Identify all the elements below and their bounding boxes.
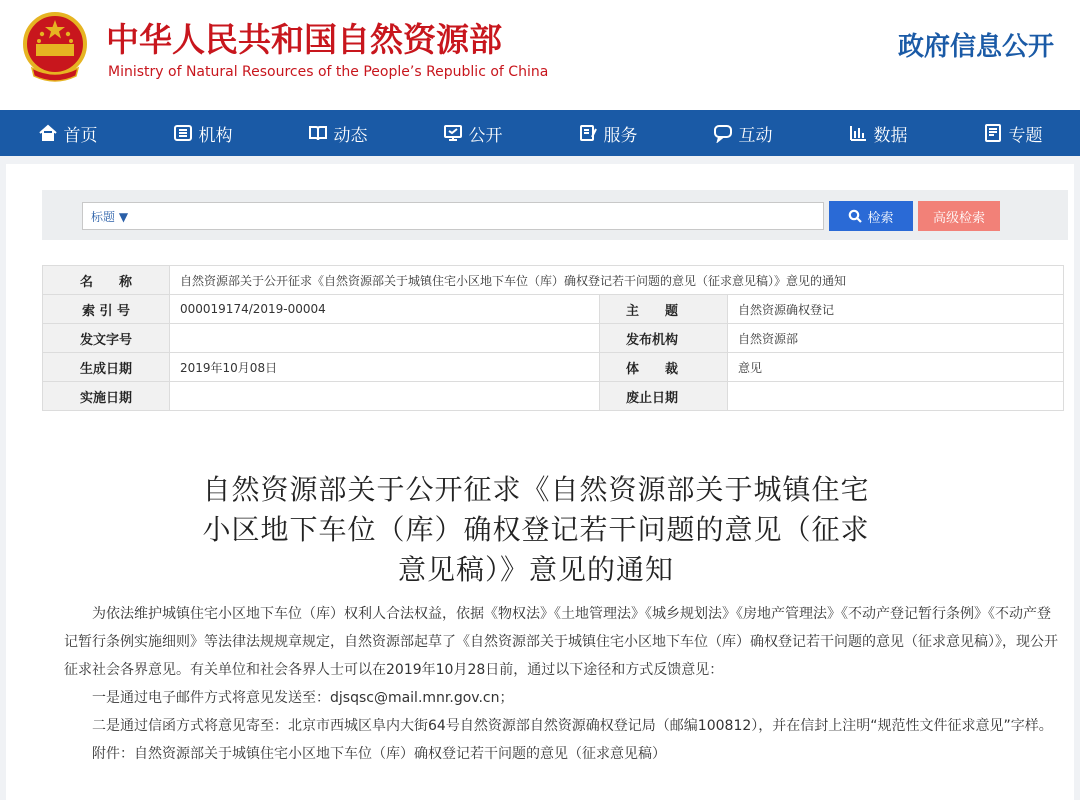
chat-icon (713, 123, 733, 143)
genre-label: 体 裁 (600, 353, 728, 382)
name-value: 自然资源部关于公开征求《自然资源部关于城镇住宅小区地下车位（库）确权登记若干问题的意见（征求意见稿）》意见的通知 (170, 266, 1064, 295)
attachment-link[interactable]: 附件：自然资源部关于城镇住宅小区地下车位（库）确权登记若干问题的意见（征求意见稿） (92, 746, 666, 762)
document-title-line: 小区地下车位（库）确权登记若干问题的意见（征求 (202, 513, 870, 546)
bar-chart-icon (848, 123, 868, 143)
content-panel (6, 164, 1074, 800)
nav-item-label: 首页 (63, 125, 98, 146)
national-emblem-icon (20, 10, 90, 84)
index-value: 000019174/2019-00004 (170, 295, 600, 324)
table-row (43, 353, 1064, 382)
document-metadata-table (42, 265, 1064, 411)
site-header (0, 0, 1080, 108)
topic-label: 主 题 (600, 295, 728, 324)
table-row (43, 382, 1064, 411)
monitor-icon (443, 123, 463, 143)
nav-item-label: 公开 (468, 125, 503, 146)
search-input[interactable] (82, 202, 824, 230)
body-paragraph: 二是通过信函方式将意见寄至：北京市西城区阜内大街64号自然资源部自然资源确权登记局（邮编100812），并在信封上注明“规范性文件征求意见”字样。 (92, 718, 1053, 734)
search-button[interactable] (829, 201, 913, 231)
nav-item-label: 服务 (603, 125, 638, 146)
main-area (0, 156, 1080, 800)
nav-item-data[interactable] (810, 110, 945, 156)
nav-item-label: 专题 (1008, 125, 1043, 146)
site-title-en: Ministry of Natural Resources of the People’s Republic of China (108, 64, 549, 80)
table-row (43, 295, 1064, 324)
nav-item-organization[interactable] (135, 110, 270, 156)
nav-item-label: 互动 (738, 125, 773, 146)
home-icon (38, 123, 58, 143)
date-value: 2019年10月08日 (170, 353, 600, 382)
expire-date-value (728, 382, 1064, 411)
table-row (43, 324, 1064, 353)
docno-value (170, 324, 600, 353)
nav-item-label: 动态 (333, 125, 368, 146)
advanced-search-button[interactable]: 高级检索 (918, 201, 1000, 231)
name-label: 名 称 (43, 266, 170, 295)
search-bar (42, 190, 1068, 240)
nav-item-service[interactable] (540, 110, 675, 156)
effective-date-value (170, 382, 600, 411)
nav-item-news[interactable] (270, 110, 405, 156)
bookmark-icon (983, 123, 1003, 143)
genre-value: 意见 (728, 353, 1064, 382)
document-title-line: 意见稿）》意见的通知 (397, 553, 674, 586)
document-title-line: 自然资源部关于公开征求《自然资源部关于城镇住宅 (202, 473, 870, 506)
search-field-select[interactable]: 标题 ▼ (91, 210, 129, 224)
effective-date-label: 实施日期 (43, 382, 170, 411)
publisher-value: 自然资源部 (728, 324, 1064, 353)
body-paragraph: 为依法维护城镇住宅小区地下车位（库）权利人合法权益，依据《物权法》《土地管理法》《城乡规划法》《房地产管理法》《不动产登记暂行条例》《不动产登记暂行条例实施细则》等法律法规规章规定，自然资源部起草了《自然资源部关于城镇住宅小区地下车位（库）确权登记若干问题的意见（征求意见稿）》，现公开征求社会各界意见。有关单位和社会各界人士可以在2019年10月28日前，通过以下途径和方式反馈意见： (64, 606, 1058, 678)
gov-info-title[interactable]: 政府信息公开 (897, 32, 1054, 62)
building-icon (173, 123, 193, 143)
topic-value: 自然资源确权登记 (728, 295, 1064, 324)
publisher-label: 发布机构 (600, 324, 728, 353)
table-row (43, 266, 1064, 295)
search-icon (848, 209, 862, 223)
expire-date-label: 废止日期 (600, 382, 728, 411)
nav-item-interaction[interactable] (675, 110, 810, 156)
search-button-label: 检索 (867, 209, 894, 225)
nav-item-disclosure[interactable] (405, 110, 540, 156)
nav-item-home[interactable] (0, 110, 135, 156)
edit-icon (578, 123, 598, 143)
document-title (156, 470, 916, 590)
document-body (64, 600, 1064, 768)
index-label: 索 引 号 (43, 295, 170, 324)
main-nav (0, 110, 1080, 156)
nav-item-topics[interactable] (945, 110, 1080, 156)
date-label: 生成日期 (43, 353, 170, 382)
nav-item-label: 数据 (873, 125, 908, 146)
book-icon (308, 123, 328, 143)
docno-label: 发文字号 (43, 324, 170, 353)
body-paragraph: 一是通过电子邮件方式将意见发送至：djsqsc@mail.mnr.gov.cn； (92, 690, 514, 706)
site-title-cn: 中华人民共和国自然资源部 (106, 20, 502, 59)
nav-item-label: 机构 (198, 125, 233, 146)
